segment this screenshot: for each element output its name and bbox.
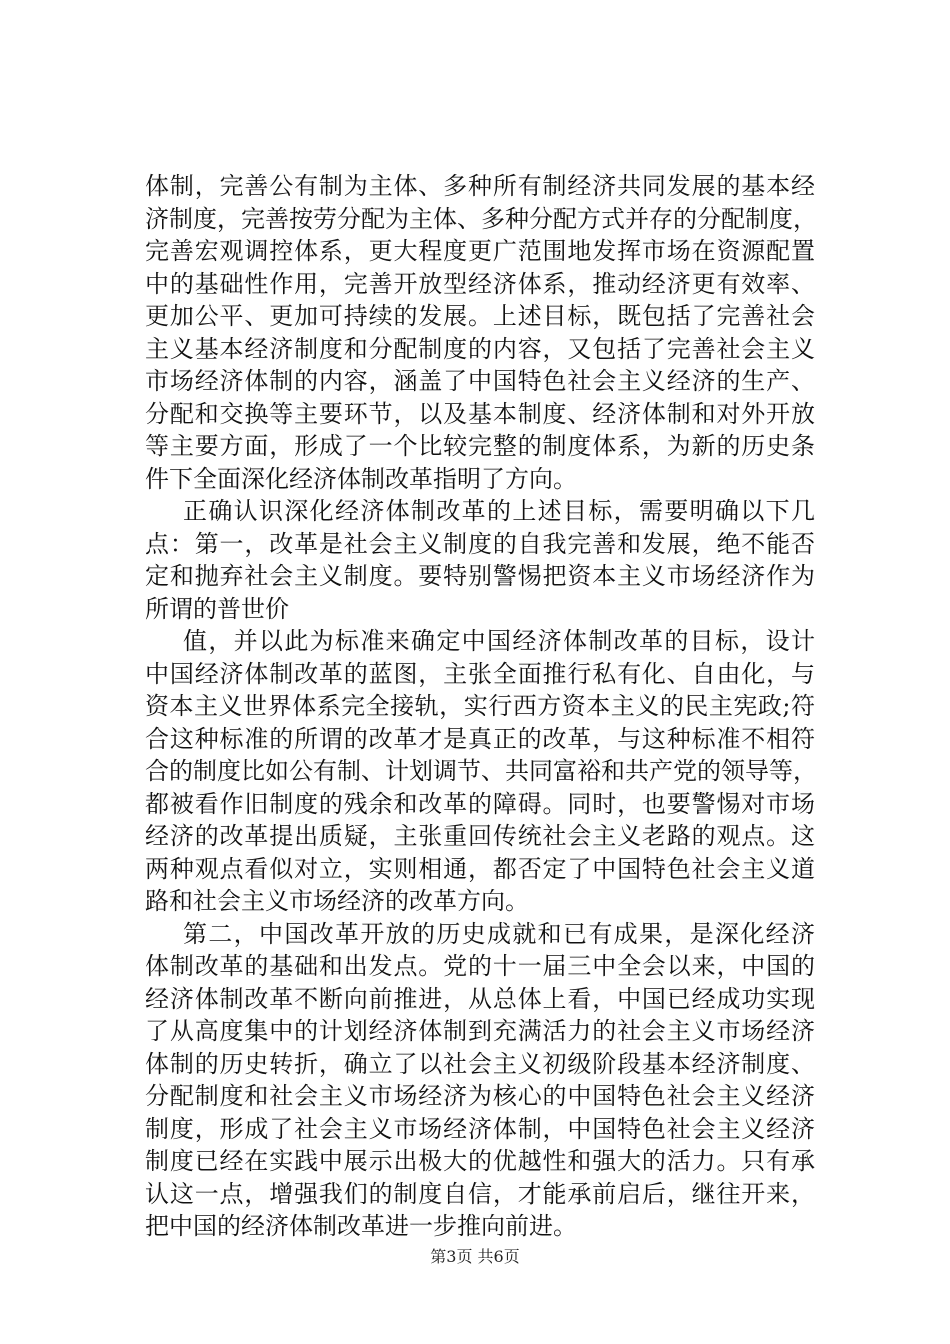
text-line: 主义基本经济制度和分配制度的内容，又包括了完善社会主义 — [145, 334, 815, 363]
text-line: 体制的历史转折，确立了以社会主义初级阶段基本经济制度、 — [145, 1049, 815, 1078]
text-line: 更加公平、更加可持续的发展。上述目标，既包括了完善社会 — [145, 302, 815, 330]
text-line: 体制改革的基础和出发点。党的十一届三中全会以来，中国的 — [145, 952, 815, 980]
text-line: 认这一点，增强我们的制度自信，才能承前启后，继往开来， — [145, 1179, 815, 1208]
text-line: 市场经济体制的内容，涵盖了中国特色社会主义经济的生产、 — [145, 367, 815, 395]
text-line: 制度，形成了社会主义市场经济体制，中国特色社会主义经济 — [145, 1114, 815, 1143]
text-line: 等主要方面，形成了一个比较完整的制度体系，为新的历史条 — [145, 432, 815, 460]
text-line: 分配制度和社会主义市场经济为核心的中国特色社会主义经济 — [145, 1082, 815, 1110]
page-footer — [0, 1244, 950, 1267]
paragraph-1 — [145, 170, 815, 495]
text-line: 把中国的经济体制改革进一步推向前进。 — [145, 1212, 577, 1240]
page-number: 第3页 共6页 — [430, 1247, 520, 1266]
text-line: 制度已经在实践中展示出极大的优越性和强大的活力。只有承 — [145, 1147, 815, 1175]
text-line: 点：第一，改革是社会主义制度的自我完善和发展，绝不能否 — [145, 529, 815, 558]
document-body — [145, 170, 815, 1243]
text-line: 经济的改革提出质疑，主张重回传统社会主义老路的观点。这 — [145, 822, 815, 850]
text-line: 体制，完善公有制为主体、多种所有制经济共同发展的基本经 — [145, 172, 815, 200]
paragraph-2 — [145, 495, 815, 625]
text-line: 所谓的普世价 — [145, 594, 289, 623]
text-line: 中国经济体制改革的蓝图，主张全面推行私有化、自由化，与 — [145, 659, 815, 688]
text-line: 中的基础性作用，完善开放型经济体系，推动经济更有效率、 — [145, 269, 815, 298]
paragraph-4 — [145, 918, 815, 1243]
paragraph-3 — [145, 625, 815, 918]
text-line: 资本主义世界体系完全接轨，实行西方资本主义的民主宪政;符 — [145, 692, 815, 720]
text-line: 路和社会主义市场经济的改革方向。 — [145, 887, 529, 915]
text-line: 两种观点看似对立，实则相通，都否定了中国特色社会主义道 — [145, 854, 815, 883]
text-line: 第二，中国改革开放的历史成就和已有成果，是深化经济 — [183, 919, 815, 948]
text-line: 经济体制改革不断向前推进，从总体上看，中国已经成功实现 — [145, 984, 815, 1013]
text-line: 合这种标准的所谓的改革才是真正的改革，与这种标准不相符 — [145, 724, 815, 753]
text-line: 正确认识深化经济体制改革的上述目标，需要明确以下几 — [183, 497, 815, 525]
text-line: 济制度，完善按劳分配为主体、多种分配方式并存的分配制度， — [145, 204, 817, 233]
text-line: 分配和交换等主要环节，以及基本制度、经济体制和对外开放 — [145, 399, 815, 428]
text-line: 合的制度比如公有制、计划调节、共同富裕和共产党的领导等， — [145, 757, 817, 785]
text-line: 值，并以此为标准来确定中国经济体制改革的目标，设计 — [183, 627, 815, 655]
text-line: 件下全面深化经济体制改革指明了方向。 — [145, 464, 577, 493]
text-line: 定和抛弃社会主义制度。要特别警惕把资本主义市场经济作为 — [145, 562, 815, 590]
text-line: 都被看作旧制度的残余和改革的障碍。同时，也要警惕对市场 — [145, 789, 815, 818]
text-line: 了从高度集中的计划经济体制到充满活力的社会主义市场经济 — [145, 1017, 815, 1045]
text-line: 完善宏观调控体系，更大程度更广范围地发挥市场在资源配置 — [145, 237, 815, 265]
